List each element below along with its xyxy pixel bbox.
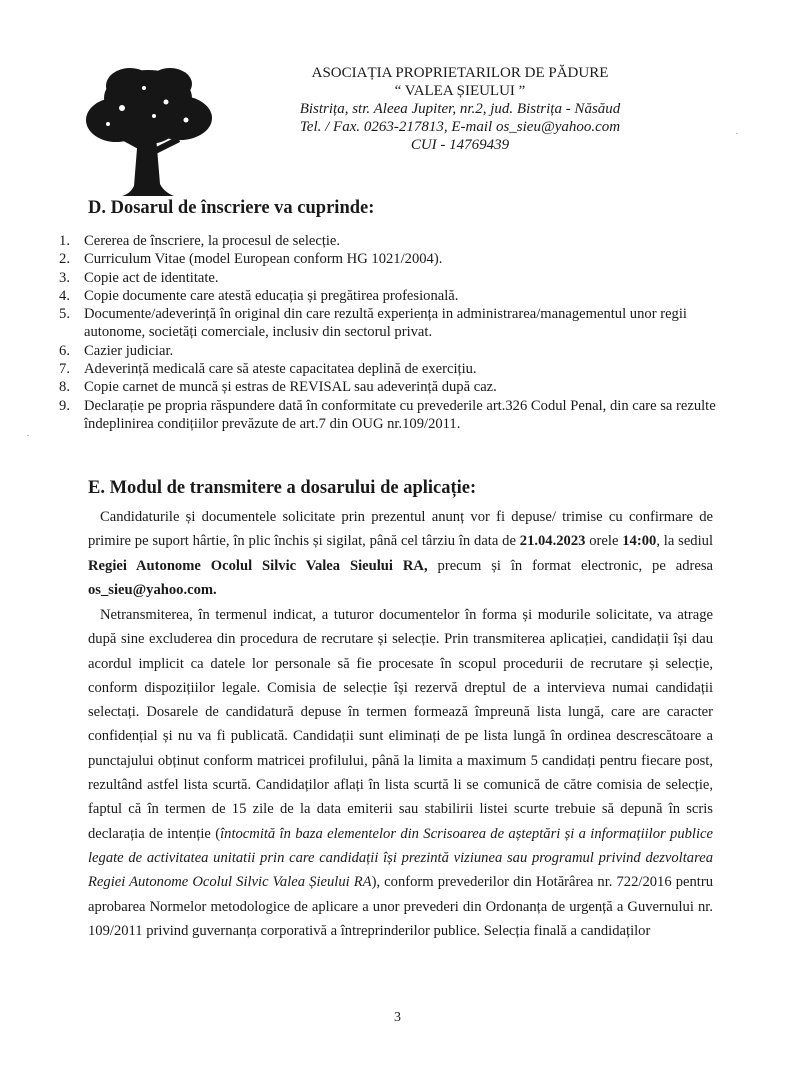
section-e-paragraph-1: Candidaturile și documentele solicitate prin prezentul anunț vor fi depuse/ trimise cu confirmare de primire pe suport hârtie, în plic închis și sigilat, până cel târziu în data de 21.04.2023 orele 14:00, la sediul Regiei Autonome Ocolul Silvic Valea Sieului RA, precum și în format electronic, pe adresa os_sieu@yahoo.com. xyxy=(88,509,713,598)
organization-name: Regiei Autonome Ocolul Silvic Valea Sieului RA, xyxy=(88,557,428,574)
intent-declaration-note: întocmită în baza elementelor din Scrisoarea de așteptări și a informațiilor publice legate de activitatea unitatii prin care candidații își prezintă viziunea sau programul privind dezvoltarea Regiei Autonome Ocolul Silvic Valea Șieului RA xyxy=(88,825,713,891)
list-item: 5. Documente/adeverință în original din care rezultă experiența in administrarea/managementul unor regii autonome, societăți comerciale, inclusiv din sectorul privat. xyxy=(59,306,687,341)
list-item: 6. Cazier judiciar. xyxy=(59,342,174,359)
list-item: 4. Copie documente care atestă educația și pregătirea profesională. xyxy=(59,287,459,304)
section-d-title: D. Dosarul de înscriere va cuprinde: xyxy=(88,198,375,218)
org-name-line2: “ VALEA ȘIEULUI ” xyxy=(394,83,526,99)
submission-email: os_sieu@yahoo.com. xyxy=(88,581,217,598)
page-number: 3 xyxy=(394,1010,401,1025)
list-item: 7. Adeverință medicală care să ateste capacitatea deplină de exercițiu. xyxy=(59,361,477,378)
list-item: 8. Copie carnet de muncă și estras de REVISAL sau adeverință după caz. xyxy=(59,379,497,396)
org-contact: Tel. / Fax. 0263-217813, E-mail os_sieu@yahoo.com xyxy=(299,119,621,135)
list-item: 9. Declarație pe propria răspundere dată în conformitate cu prevederile art.326 Codul Penal, din care sa rezulte îndeplinirea condițiilor prevăzute de art.7 din OUG nr.109/2011. xyxy=(59,397,716,432)
org-address: Bistrița, str. Aleea Jupiter, nr.2, jud. Bistrița - Năsăud xyxy=(299,101,621,117)
section-d-list xyxy=(36,232,736,433)
section-e-paragraph-2: Netransmiterea, în termenul indicat, a tuturor documentelor în forma și modurile solicitate, va atrage după sine excluderea din procedura de recrutare și selecție. Prin transmiterea aplicației, candidații își dau acordul implicit ca datele lor personale să fie procesate în scopul procedurii de recrutare și selecție, conform dispozițiilor legale. Comisia de selecție își rezervă dreptul de a intervieva numai candidații selectați. Dosarele de candidatură depuse în termen formează împreună lista lungă, care are caracter confidențial și nu va fi publicată. Candidații sunt eliminați de pe lista lungă în ordinea descrescătoare a punctajului obținut conform matricei profilului, până la limita a maximum 5 candidați pentru fiecare post, rezultând astfel lista scurtă. Candidaților aflați în lista scurtă li se comunică de către comisia de selecție, faptul că în termen de 15 zile de la data emiterii sau stabilirii listei scurte trebuie să depună în scris declarația de intenție (întocmită în baza elementelor din Scrisoarea de așteptări și a informațiilor publice legate de activitatea unitatii prin care candidații își prezintă viziunea sau programul privind dezvoltarea Regiei Autonome Ocolul Silvic Valea Șieului RA), conform prevederilor din Hotărârea nr. 722/2016 pentru aprobarea Normelor metodologice de aplicare a unor prevederi din Ordonanța de urgență a Guvernului nr. 109/2011 privind guvernanța corporativă a întreprinderilor publice. Selecția finală a candidaților xyxy=(88,607,713,939)
deadline-date: 21.04.2023 xyxy=(519,533,586,550)
oak-tree-logo xyxy=(78,58,218,198)
scan-speck: · xyxy=(26,430,30,442)
section-e-title: E. Modul de transmitere a dosarului de aplicație: xyxy=(88,478,477,498)
org-name-line1: ASOCIAȚIA PROPRIETARILOR DE PĂDURE xyxy=(311,65,609,81)
letterhead xyxy=(240,64,680,154)
deadline-time: 14:00 xyxy=(622,533,657,550)
list-item: 1. Cererea de înscriere, la procesul de selecție. xyxy=(59,233,341,249)
list-item: 3. Copie act de identitate. xyxy=(59,269,219,286)
list-item: 2. Curriculum Vitae (model European conform HG 1021/2004). xyxy=(59,251,443,268)
org-cui: CUI - 14769439 xyxy=(410,137,510,153)
scan-speck: · xyxy=(735,128,739,140)
